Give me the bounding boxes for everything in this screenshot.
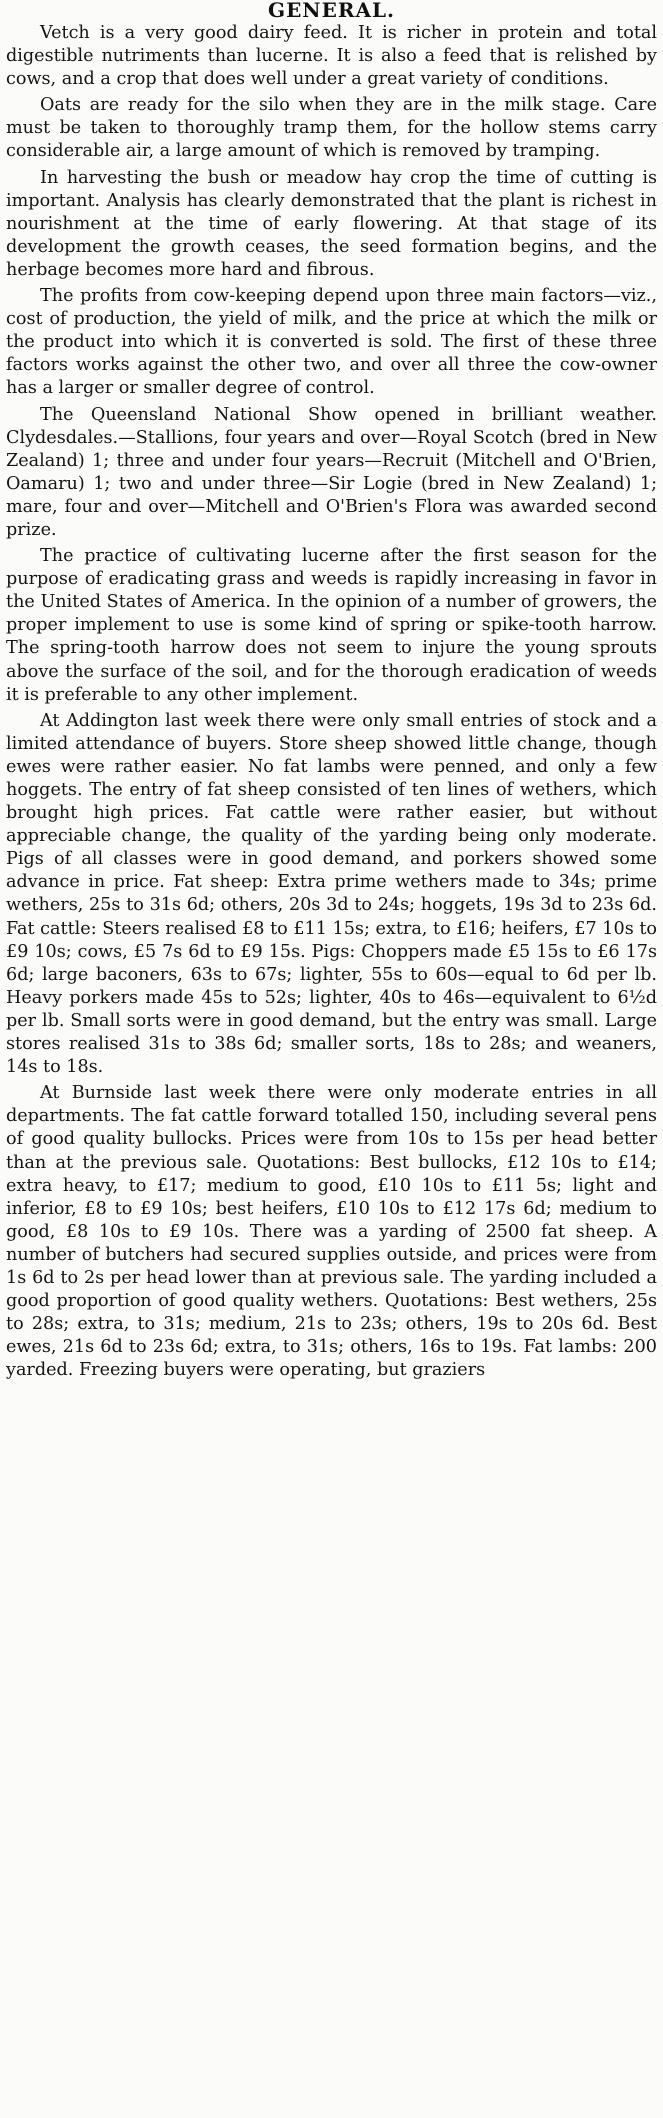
paragraph-burnside-sale: At Burnside last week there were only moderate entries in all departments. The fat cattle forward totalled 150, including several pens of good quality bullocks. Prices were from 10s to 15s per head better than at the previous sale. Quotations: Best bullocks, £12 10s to £14; extra heavy, to £17; medium to good, £10 10s to £11 5s; light and inferior, £8 to £9 10s; best heifers, £10 10s to £12 17s 6d; medium to good, £8 10s to £9 10s. There was a yarding of 2500 fat sheep. A number of butchers had secured supplies outside, and prices were from 1s 6d to 2s per head lower than at previous sale. The yarding included a good proportion of good quality wethers. Quotations: Best wethers, 25s to 28s; extra, to 31s; medium, 21s to 23s; others, 19s to 20s 6d. Best ewes, 21s 6d to 23s 6d; extra, to 31s; others, 16s to 19s. Fat lambs: 200 yarded. Freezing buyers were operating, but graziers [6, 1083, 657, 1381]
paragraph-vetch: Vetch is a very good dairy feed. It is richer in protein and total digestible nutriments than lucerne. It is also a feed that is relished by cows, and a crop that does well under a great variety of conditions. [6, 23, 657, 90]
paragraph-oats: Oats are ready for the silo when they are in the milk stage. Care must be taken to thoroughly tramp them, for the hollow stems carry considerable air, a large amount of which is removed by tramping. [6, 95, 657, 162]
paragraph-addington-sale: At Addington last week there were only small entries of stock and a limited attendance of buyers. Store sheep showed little change, though ewes were rather easier. No fat lambs were penned, and only a few hoggets. The entry of fat sheep consisted of ten lines of wethers, which brought high prices. Fat cattle were rather easier, but without appreciable change, the quality of the yarding being only moderate. Pigs of all classes were in good demand, and porkers showed some advance in price. Fat sheep: Extra prime wethers made to 34s; prime wethers, 25s to 31s 6d; others, 20s 3d to 24s; hoggets, 19s 3d to 23s 6d. Fat cattle: Steers realised £8 to £11 15s; extra, to £16; heifers, £7 10s to £9 10s; cows, £5 7s 6d to £9 15s. Pigs: Choppers made £5 15s to £6 17s 6d; large baconers, 63s to 67s; lighter, 55s to 60s—equal to 6d per lb. Heavy porkers made 45s to 52s; lighter, 40s to 46s—equivalent to 6½d per lb. Small sorts were in good demand, but the entry was small. Large stores realised 31s to 38s 6d; smaller sorts, 18s to 28s; and weaners, 14s to 18s. [6, 710, 657, 1078]
paragraph-hay-crop: In harvesting the bush or meadow hay crop the time of cutting is important. Analysis has clearly demonstrated that the plant is richest in nourishment at the time of early flowering. At that stage of its development the growth ceases, the seed formation begins, and the herbage becomes more hard and fibrous. [6, 167, 657, 280]
paragraph-lucerne: The practice of cultivating lucerne after the first season for the purpose of eradicating grass and weeds is rapidly increasing in favor in the United States of America. In the opinion of a number of growers, the proper implement to use is some kind of spring or spike-tooth harrow. The spring-tooth harrow does not seem to injure the young sprouts above the surface of the soil, and for the thorough eradication of weeds it is preferable to any other implement. [6, 546, 657, 705]
column-heading: GENERAL. [267, 0, 395, 22]
paragraph-queensland-show: The Queensland National Show opened in brilliant weather. Clydesdales.—Stallions, four years and over—Royal Scotch (bred in New Zealand) 1; three and under four years—Recruit (Mitchell and O'Brien, Oamaru) 1; two and under three—Sir Logie (bred in New Zealand) 1; mare, four and over—Mitchell and O'Brien's Flora was awarded second prize. [6, 404, 657, 540]
paragraph-cow-keeping: The profits from cow-keeping depend upon three main factors—viz., cost of production, the yield of milk, and the price at which the milk or the product into which it is converted is sold. The first of these three factors works against the other two, and over all three the cow-owner has a larger or smaller degree of control. [6, 286, 657, 399]
